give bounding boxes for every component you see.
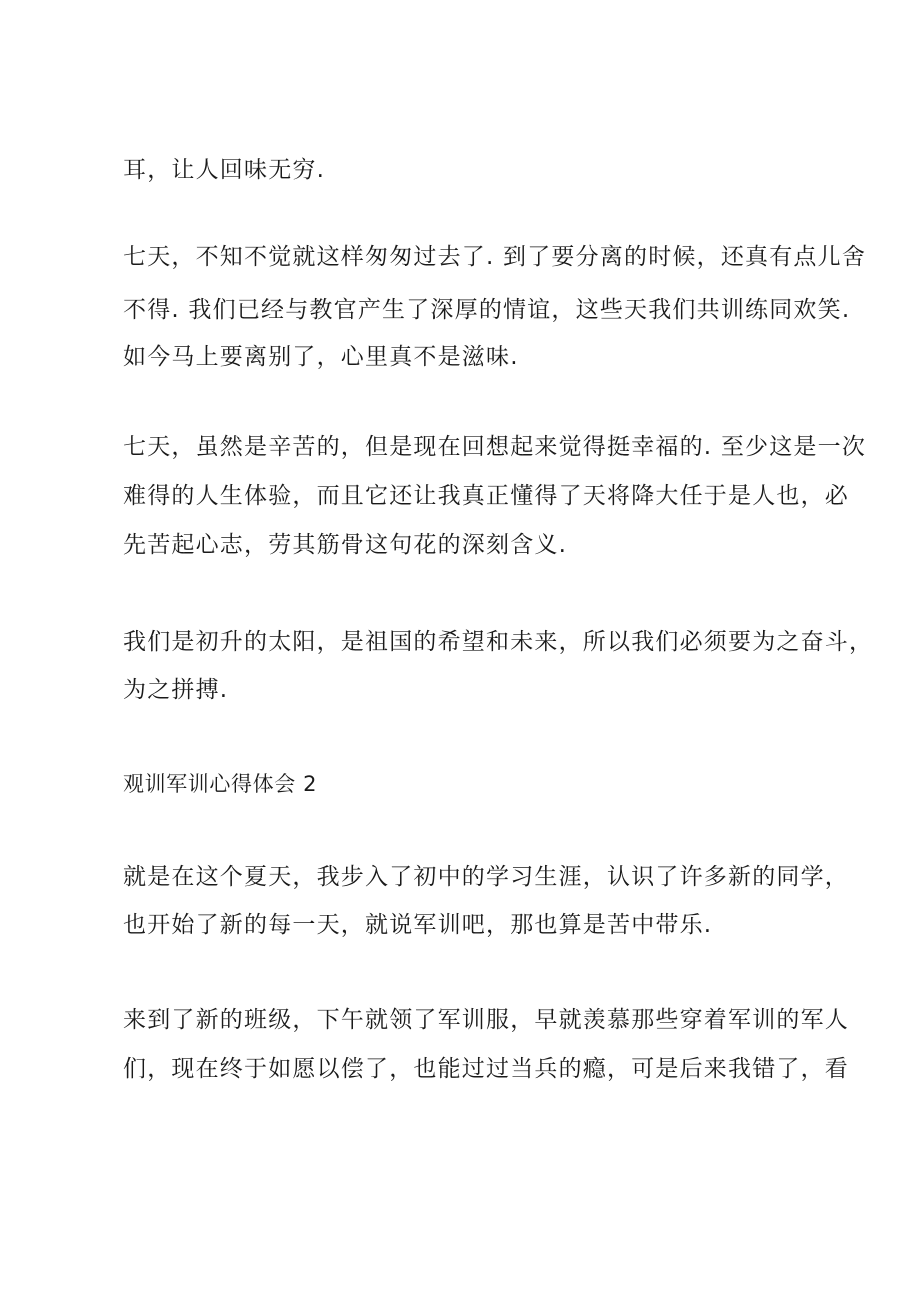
paragraph-4-line-1: 我们是初升的太阳，是祖国的希望和未来，所以我们必须要为之奋斗， <box>123 629 874 655</box>
paragraph-3-line-2: 难得的人生体验，而且它还让我真正懂得了天将降大任于是人也，必 <box>123 483 849 509</box>
section-paragraph-1-line-2: 也开始了新的每一天，就说军训吧，那也算是苦中带乐. <box>123 912 713 938</box>
paragraph-2-line-1: 七天，不知不觉就这样匆匆过去了. 到了要分离的时候，还真有点儿舍 <box>123 244 867 270</box>
section-paragraph-2-line-2: 们，现在终于如愿以偿了，也能过过当兵的瘾，可是后来我错了，看 <box>123 1056 849 1082</box>
section-title: 观训军训心得体会 2 <box>123 772 318 796</box>
paragraph-3-line-3: 先苦起心志，劳其筋骨这句花的深刻含义. <box>123 532 568 558</box>
paragraph-1-line-1: 耳，让人回味无穷. <box>123 157 326 183</box>
section-paragraph-2-line-1: 来到了新的班级，下午就领了军训服，早就羡慕那些穿着军训的军人 <box>123 1007 849 1033</box>
section-paragraph-1-line-1: 就是在这个夏天，我步入了初中的学习生涯，认识了许多新的同学， <box>123 864 849 890</box>
paragraph-4-line-2: 为之拼搏. <box>123 677 229 703</box>
paragraph-3-line-1: 七天，虽然是辛苦的，但是现在回想起来觉得挺幸福的. 至少这是一次 <box>123 434 867 460</box>
paragraph-2-line-2: 不得. 我们已经与教官产生了深厚的情谊，这些天我们共训练同欢笑. <box>123 297 851 323</box>
paragraph-2-line-3: 如今马上要离别了，心里真不是滋味. <box>123 344 519 370</box>
